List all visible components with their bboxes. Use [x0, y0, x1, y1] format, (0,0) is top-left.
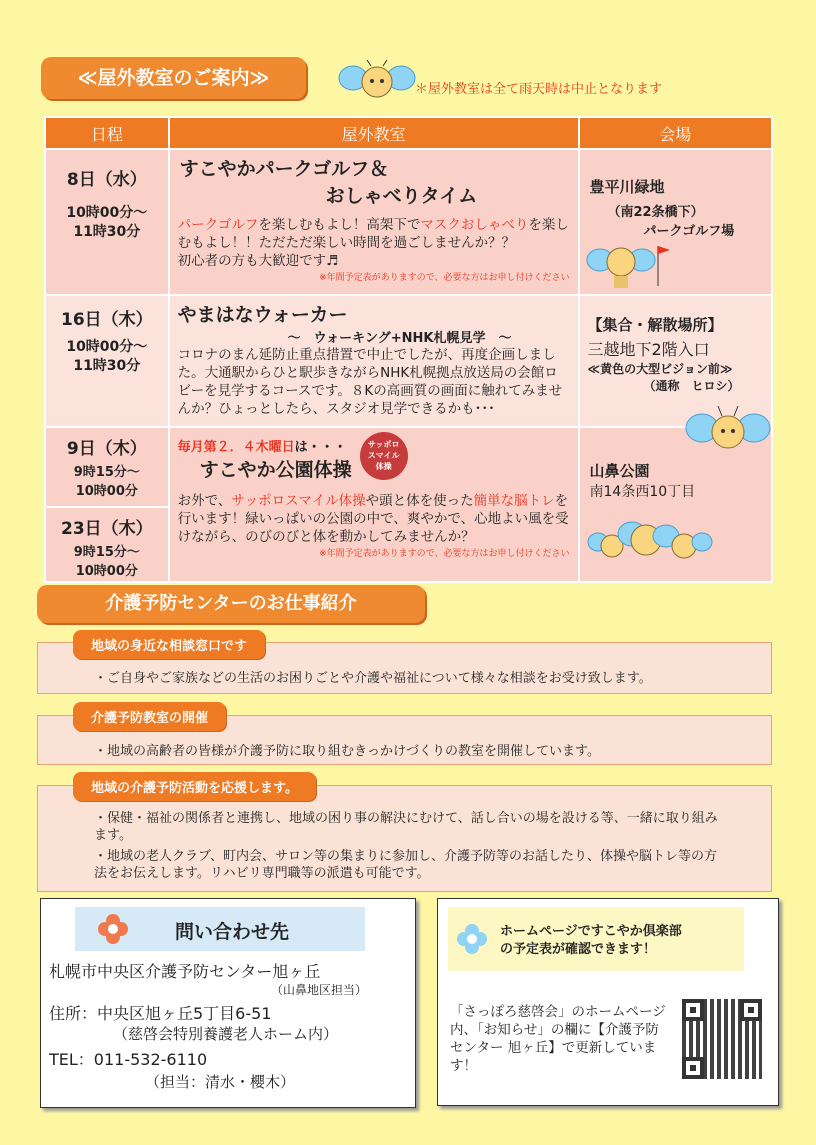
- homepage-body: 「さっぽろ慈啓会」のホームページ内、「お知らせ」の欄に【介護予防センター 旭ヶ丘】で更新しています！: [450, 1004, 666, 1074]
- class-cell: [169, 427, 579, 582]
- homepage-title-line: ホームページですこやか倶楽部: [500, 924, 682, 939]
- bee-mascot-icon: [337, 58, 417, 102]
- text: は・・・: [294, 440, 347, 455]
- time-start: 10時00分～: [66, 205, 148, 221]
- text: を行います！緑いっぱいの公園の中で、爽やかで、心地よい風を受けながら、のびのびと体を動かしてみませんか？: [177, 493, 569, 545]
- job-tab-classes: 介護予防教室の開催: [73, 702, 226, 731]
- time-start: 10時00分～: [66, 339, 148, 355]
- venue-name: 三越地下2階入口: [587, 340, 710, 359]
- venue-detail: （南22条橋下）: [607, 205, 704, 220]
- venue-name: 豊平川緑地: [589, 178, 665, 196]
- bee-golf-icon: [584, 236, 672, 294]
- badge-text: スマイル: [367, 451, 400, 460]
- venue-heading: 【集合・解散場所】: [587, 316, 723, 334]
- date-cell: [45, 427, 169, 582]
- time-end: 10時00分: [75, 564, 138, 579]
- job-tab-consultation: 地域の身近な相談窓口です: [73, 630, 265, 659]
- highlight: マスクおしゃべり: [420, 217, 529, 233]
- date-cell: [45, 149, 169, 295]
- text: お外で、: [177, 493, 232, 509]
- class-title: すこやかパークゴルフ＆: [179, 158, 389, 180]
- bee-group-icon: [584, 512, 714, 570]
- schedule-table: [44, 116, 773, 583]
- date-cell: [45, 295, 169, 427]
- job-tab-support: 地域の介護予防活動を応援します。: [73, 772, 316, 801]
- highlight: 簡単な脳トレ: [473, 493, 555, 509]
- schedule-note: ※年間予定表がありますので、必要な方はお申し付けください: [319, 273, 570, 283]
- table-row: [45, 149, 772, 295]
- venue-cell: [579, 149, 773, 295]
- contact-org: 札幌市中央区介護予防センター旭ヶ丘: [49, 962, 321, 981]
- homepage-title-line: の予定表が確認できます！: [500, 942, 657, 957]
- contact-title-bar: [75, 907, 365, 951]
- venue-detail: 南14条西10丁目: [589, 484, 696, 500]
- section-title-outdoor: ≪屋外教室のご案内≫: [41, 57, 306, 99]
- text: を楽しむもよし！！ただただ楽しい時間を過ごしませんか？？: [177, 217, 569, 251]
- class-cell: [169, 149, 579, 295]
- table-row: [45, 427, 772, 582]
- contact-address: 住所：中央区旭ヶ丘5丁目6-51: [49, 1004, 272, 1023]
- time-end: 10時00分: [75, 484, 138, 499]
- smile-exercise-badge: [360, 432, 408, 480]
- badge-text: 体操: [375, 462, 392, 471]
- job-text-line: ・保健・福祉の関係者と連携し、地域の困り事の解決にむけて、話し合いの場を設ける等、一緒に取り組みます。: [94, 811, 718, 843]
- class-title: すこやか公園体操: [199, 459, 352, 481]
- contact-phone[interactable]: TEL：011-532-6110: [49, 1050, 208, 1069]
- schedule-highlight: 毎月第２．４木曜日: [177, 440, 295, 455]
- homepage-title: [500, 923, 682, 959]
- contact-area: （山鼻地区担当）: [271, 983, 368, 997]
- job-text-line: ・地域の老人クラブ、町内会、サロン等の集まりに参加し、介護予防等のお話したり、体操や脳トレ等の方法をお伝えします。リハビリ専門職等の派遣も可能です。: [94, 849, 717, 881]
- class-subtitle: おしゃべりタイム: [325, 185, 478, 207]
- section-title-jobs: 介護予防センターのお仕事紹介: [37, 585, 425, 623]
- date-label: 8日（水）: [66, 170, 147, 190]
- qr-code-icon[interactable]: [682, 999, 762, 1079]
- date-label: 16日（木）: [60, 310, 153, 330]
- table-row: [45, 295, 772, 427]
- homepage-title-bar: [448, 907, 744, 971]
- flower-icon: [456, 923, 488, 955]
- venue-detail: パークゴルフ場: [643, 224, 735, 239]
- contact-staff: （担当：清水・櫻木）: [145, 1073, 296, 1091]
- highlight: パークゴルフ: [177, 217, 259, 233]
- class-subtitle: ～ ウォーキング+NHK札幌見学 ～: [287, 331, 512, 346]
- homepage-box: [437, 898, 779, 1106]
- contact-box: [40, 898, 416, 1108]
- text: 初心者の方も大歓迎です♬: [177, 253, 339, 269]
- bee-mascot-icon: [684, 402, 772, 454]
- job-text: ・地域の高齢者の皆様が介護予防に取り組むきっかけづくりの教室を開催しています。: [94, 744, 600, 759]
- schedule-note: ※年間予定表がありますので、必要な方はお申し付けください: [319, 549, 570, 559]
- flower-icon: [97, 913, 129, 945]
- rain-note: ＊屋外教室は全て雨天時は中止となります: [415, 82, 663, 97]
- table-header-row: [45, 117, 772, 149]
- time-end: 11時30分: [73, 224, 141, 240]
- col-header-date: 日程: [45, 117, 169, 149]
- job-text: [94, 810, 724, 882]
- date-label: 9日（木）: [66, 439, 147, 459]
- job-text: ・ご自身やご家族などの生活のお困りごとや介護や福祉について様々な相談をお受け致します。: [94, 671, 652, 686]
- job-box-support: [37, 785, 772, 892]
- class-description: [178, 216, 570, 270]
- class-title: やまはなウォーカー: [177, 304, 348, 326]
- class-description: コロナのまん延防止重点措置で中止でしたが、再度企画しました。大通駅からひと駅歩きながらNHK札幌拠点放送局の会館ロビーを見学するコースです。８Kの高画質の画面に触れてみませんか？ひょっとしたら、スタジオ見学できるかも･･･: [177, 347, 563, 417]
- venue-name: 山鼻公園: [589, 462, 650, 480]
- venue-detail: （通称 ヒロシ）: [643, 379, 740, 393]
- date-label: 23日（木）: [60, 519, 153, 539]
- col-header-class: 屋外教室: [169, 117, 579, 149]
- time-start: 9時15分～: [73, 545, 140, 560]
- contact-title: 問い合わせ先: [175, 921, 290, 943]
- text: を楽しむもよし！高架下で: [258, 217, 421, 233]
- venue-detail: ≪黄色の大型ビジョン前≫: [587, 362, 733, 376]
- badge-text: サッポロ: [367, 440, 400, 449]
- class-cell: [169, 295, 579, 427]
- time-end: 11時30分: [73, 358, 141, 374]
- highlight: サッポロスマイル体操: [231, 493, 366, 509]
- col-header-venue: 会場: [579, 117, 773, 149]
- text: や頭と体を使った: [365, 493, 474, 509]
- time-start: 9時15分～: [73, 465, 140, 480]
- contact-address-detail: （慈啓会特別養護老人ホーム内）: [113, 1025, 339, 1043]
- class-description: [178, 492, 570, 546]
